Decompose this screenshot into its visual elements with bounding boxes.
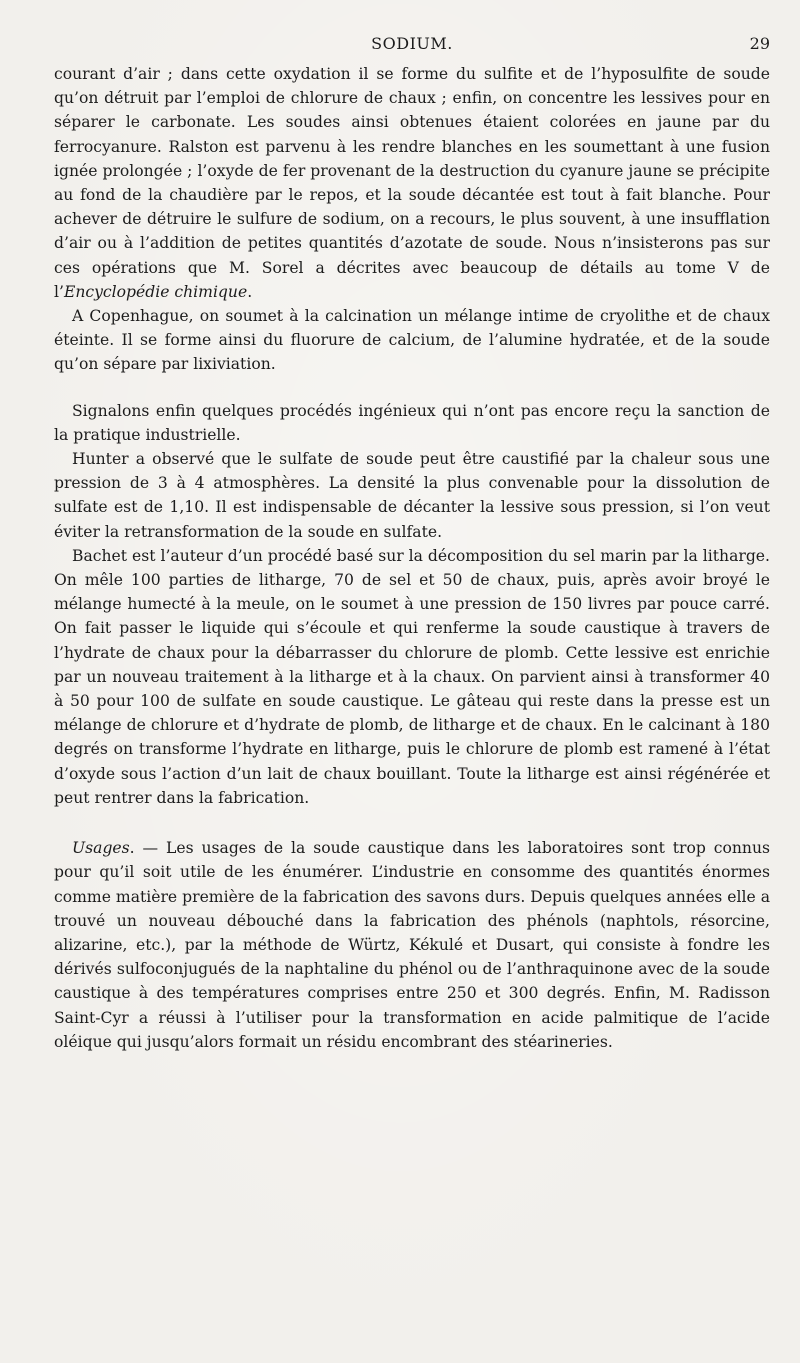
paragraph-soude-colorees <box>54 62 770 304</box>
body-text <box>54 62 770 1054</box>
paragraph-text: courant d’air ; dans cette oxydation il se forme du sulfite et de l’hyposulfite de soude qu’on détruit par l’emploi de chlorure de chaux ; enfin, on concentre les lessives pour en séparer le carbonate. Les soudes ainsi obtenues étaient colorées en jaune par du ferrocyanure. Ralston est parvenu à les rendre blanches en les soumettant à une fusion ignée prolongée ; l’oxyde de fer provenant de la destruction du cyanure jaune se précipite au fond de la chaudière par le repos, et la soude décantée est tout à fait blanche. Pour achever de détruire le sulfure de sodium, on a recours, le plus souvent, à une insufflation d’air ou à l’addition de petites quantités d’azotate de soude. Nous n’insisterons pas sur ces opérations que M. Sorel a décrites avec beaucoup de détails au tome V de l’ <box>54 65 770 301</box>
paragraph-text: Signalons enfin quelques procédés ingénieux qui n’ont pas encore reçu la sanction de la pratique industrielle. <box>54 401 770 444</box>
usages-heading: Usages <box>72 839 130 858</box>
paragraph-text: Hunter a observé que le sulfate de soude peut être caustifié par la chaleur sous une pression de 3 à 4 atmosphères. La densité la plus convenable pour la dissolution de sulfate est de 1,10. Il est indispensable de décanter la lessive sous pression, si l’on veut éviter la retransformation de la soude en sulfate. <box>54 450 770 541</box>
page-number: 29 <box>749 34 770 53</box>
paragraph-text: Bachet est l’auteur d’un procédé basé sur la décomposition du sel marin par la litharge. On mêle 100 parties de litharge, 70 de sel et 50 de chaux, puis, après avoir broyé le mélange humecté à la meule, on le soumet à une pression de 150 livres par pouce carré. On fait passer le liquide qui s’écoule et qui renferme la soude caustique à travers de l’hydrate de chaux pour la débarrasser du chlorure de plomb. Cette lessive est enrichie par un nouveau traitement à la litharge et à la chaux. On parvient ainsi à transformer 40 à 50 pour 100 de sulfate en soude caustique. Le gâteau qui reste dans la presse est un mélange de chlorure et d’hydrate de plomb, de litharge et de chaux. En le calcinant à 180 degrés on transforme l’hydrate en litharge, puis le chlorure de plomb est ramené à l’état d’oxyde sous l’action d’un lait de chaux bouillant. Toute la litharge est ainsi régénérée et peut rentrer dans la fabrication. <box>54 546 770 807</box>
paragraph-hunter <box>54 447 770 544</box>
paragraph-text: A Copenhague, on soumet à la calcination un mélange intime de cryolithe et de chaux éteinte. Il se forme ainsi du fluorure de calcium, de l’alumine hydratée, et de la soude qu’on sépare par lixiviation. <box>54 307 770 374</box>
encyclopedie-title: Encyclopédie chimique <box>63 282 248 301</box>
paragraph-copenhague <box>54 304 770 377</box>
paragraph-bachet <box>54 544 770 810</box>
paragraph-tail: . <box>247 282 253 301</box>
page-header <box>54 30 770 58</box>
running-title: SODIUM. <box>371 34 453 53</box>
paragraph-text: . — Les usages de la soude caustique dans les laboratoires sont trop connus pour qu’il soit utile de les énumérer. L’industrie en consomme des quantités énormes comme matière première de la fabrication des savons durs. Depuis quelques années elle a trouvé un nouveau débouché dans la fabrication des phénols (naphtols, résorcine, alizarine, etc.), par la méthode de Würtz, Kékulé et Dusart, qui consiste à fondre les dérivés sulfoconjugués de la naphtaline du phénol ou de l’anthraquinone avec de la soude caustique à des températures comprises entre 250 et 300 degrés. Enfin, M. Radisson Saint-Cyr a réussi à l’utiliser pour la transformation en acide palmitique de l’acide oléique qui jusqu’alors formait un résidu encombrant des stéarineries. <box>54 839 770 1051</box>
paragraph-usages <box>54 836 770 1054</box>
paragraph-procedes-ingenieux <box>54 399 770 447</box>
